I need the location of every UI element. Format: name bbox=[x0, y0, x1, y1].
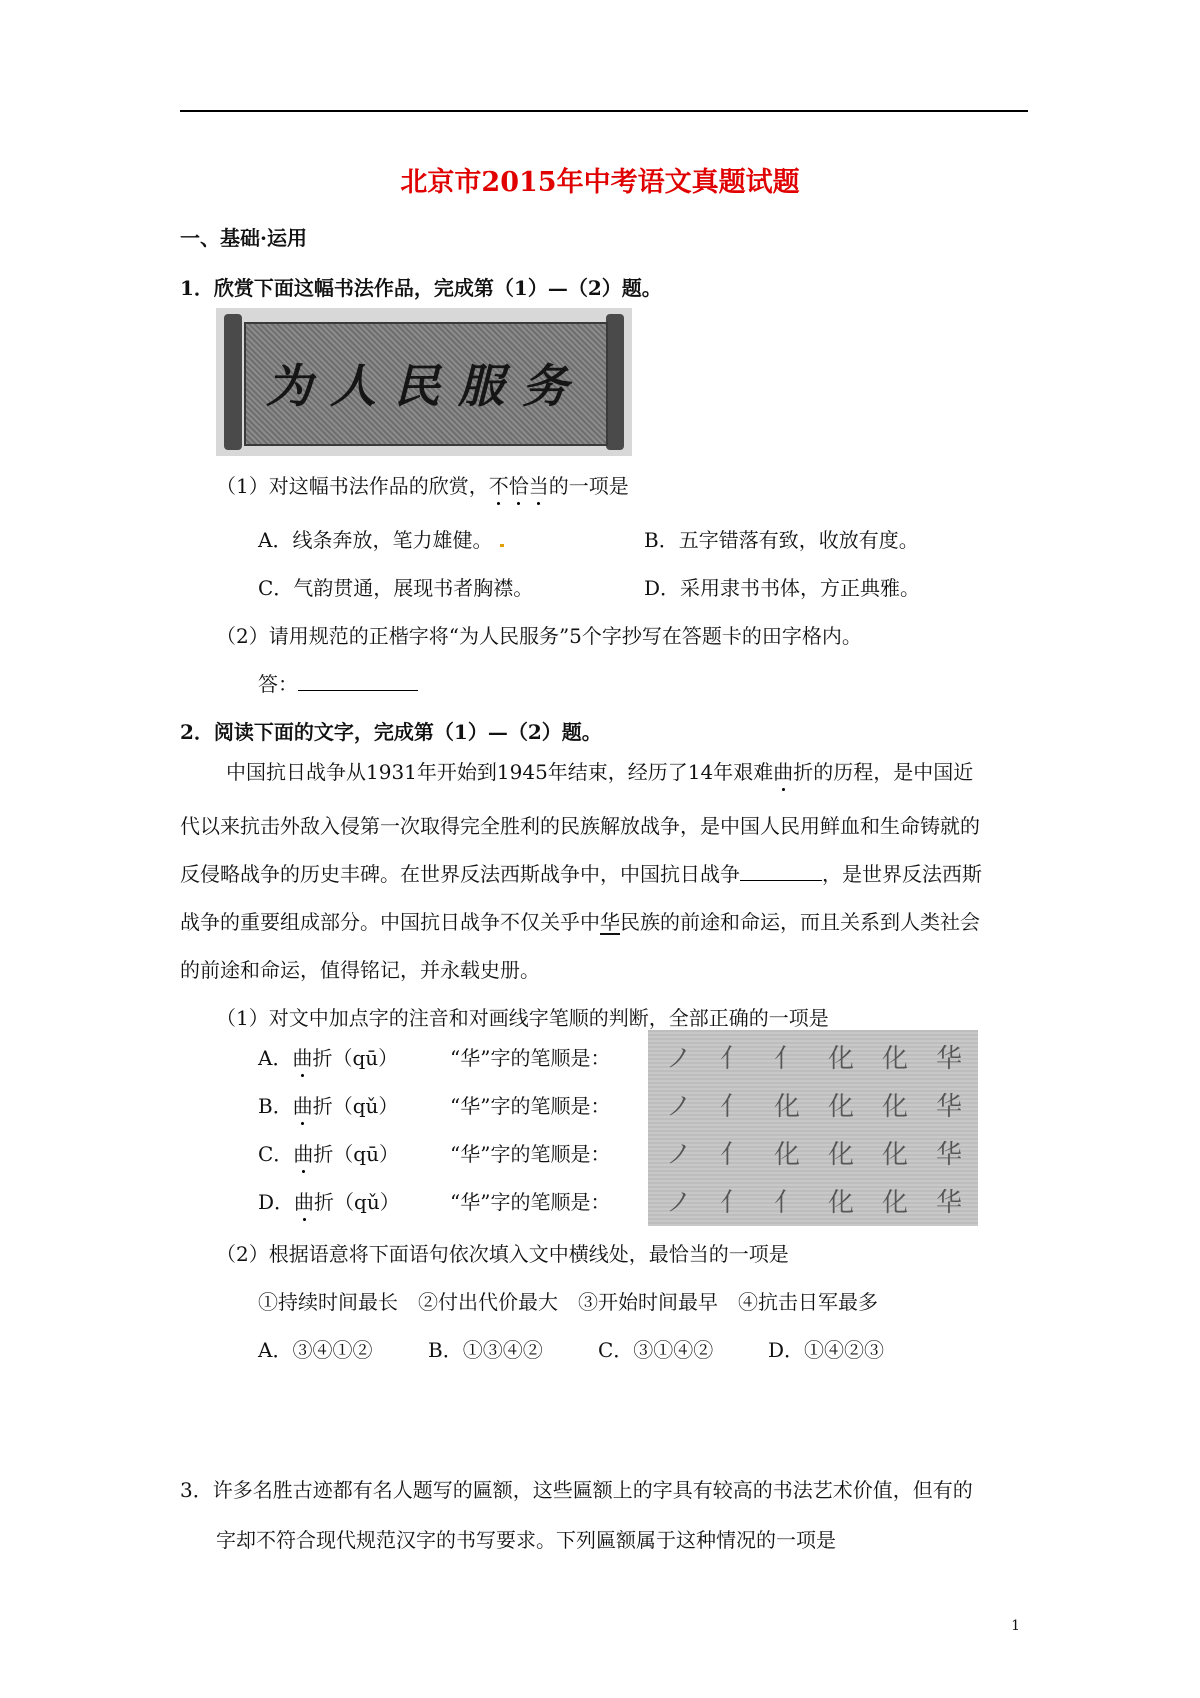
option-a-pinyin bbox=[258, 1042, 398, 1071]
stroke-step: 华 bbox=[935, 1139, 962, 1170]
option-d-pinyin bbox=[258, 1186, 400, 1215]
option-b: B．五字错落有致，收放有度。 bbox=[644, 528, 919, 552]
passage-line-2: 代以来抗击外敌入侵第一次取得完全胜利的民族解放战争，是中国人民用鲜血和生命铸就的 bbox=[180, 814, 980, 838]
highlight-mark bbox=[500, 544, 504, 547]
stroke-step: 化 bbox=[773, 1091, 800, 1122]
dotted-char: 曲 bbox=[773, 760, 794, 784]
stroke-step: 亻 bbox=[773, 1187, 800, 1218]
option-letter: C． bbox=[258, 1142, 294, 1166]
stroke-step: 化 bbox=[881, 1187, 908, 1218]
pinyin-text: 折（qǔ） bbox=[312, 1094, 399, 1118]
passage-line-4 bbox=[180, 906, 980, 935]
header-rule bbox=[180, 110, 1028, 112]
stroke-step: 化 bbox=[773, 1139, 800, 1170]
question-2-sub1: （1）对文中加点字的注音和对画线字笔顺的判断，全部正确的一项是 bbox=[216, 1006, 829, 1030]
pinyin-text: 折（qǔ） bbox=[314, 1190, 400, 1214]
stroke-step: 化 bbox=[827, 1187, 854, 1218]
stroke-label-b: “华”字的笔顺是： bbox=[450, 1094, 611, 1118]
stroke-step: ノ bbox=[665, 1187, 692, 1218]
passage-text: 折的历程，是中国近 bbox=[793, 760, 974, 784]
question-3-line-1: 3．许多名胜古迹都有名人题写的匾额，这些匾额上的字具有较高的书法艺术价值，但有的 bbox=[180, 1478, 973, 1502]
dotted-char: 曲 bbox=[294, 1190, 315, 1214]
answer-line bbox=[258, 668, 418, 697]
passage-text: 中国抗日战争从1931年开始到1945年结束，经历了14年艰难 bbox=[226, 760, 774, 784]
option-d: D．采用隶书书体，方正典雅。 bbox=[644, 576, 921, 600]
stroke-label-d: “华”字的笔顺是： bbox=[450, 1190, 611, 1214]
passage-line-3 bbox=[180, 858, 982, 887]
answer-option-d: D．①④②③ bbox=[768, 1338, 885, 1362]
question-1-stem: 1．欣赏下面这幅书法作品，完成第（1）—（2）题。 bbox=[180, 276, 662, 300]
phrase-list: ①持续时间最长 ②付出代价最大 ③开始时间最早 ④抗击日军最多 bbox=[258, 1290, 878, 1314]
answer-option-a: A．③④①② bbox=[258, 1338, 373, 1362]
question-2-stem: 2．阅读下面的文字，完成第（1）—（2）题。 bbox=[180, 720, 602, 744]
stroke-row-a bbox=[662, 1034, 966, 1078]
pinyin-text: 折（qū） bbox=[313, 1142, 399, 1166]
option-letter: A． bbox=[258, 1046, 293, 1070]
question-1-sub1 bbox=[216, 470, 629, 499]
stroke-step: 化 bbox=[827, 1139, 854, 1170]
stroke-step: 华 bbox=[935, 1091, 962, 1122]
passage-line-1 bbox=[226, 756, 973, 785]
stroke-step: 化 bbox=[881, 1139, 908, 1170]
stroke-step: 亻 bbox=[773, 1043, 800, 1074]
passage-text: 反侵略战争的历史丰碑。在世界反法西斯战争中，中国抗日战争 bbox=[180, 862, 740, 886]
option-letter: D． bbox=[258, 1190, 295, 1214]
stroke-row-b bbox=[662, 1082, 966, 1126]
calligraphy-text: 为人民服务 bbox=[266, 359, 586, 413]
stroke-step: ノ bbox=[665, 1091, 692, 1122]
stroke-step: 亻 bbox=[719, 1043, 746, 1074]
scroll-roll-left bbox=[224, 314, 242, 450]
option-b-pinyin bbox=[258, 1090, 398, 1119]
stroke-step: 亻 bbox=[719, 1187, 746, 1218]
stroke-step: 化 bbox=[827, 1091, 854, 1122]
dotted-char: 曲 bbox=[292, 1046, 313, 1070]
option-letter: B． bbox=[258, 1094, 293, 1118]
passage-text: 战争的重要组成部分。中国抗日战争不仅关乎中 bbox=[180, 910, 600, 934]
sub1-prefix: （1）对这幅书法作品的欣赏， bbox=[216, 474, 489, 498]
option-c-pinyin bbox=[258, 1138, 399, 1167]
stroke-step: 化 bbox=[827, 1043, 854, 1074]
dotted-char: 曲 bbox=[292, 1094, 313, 1118]
answer-label: 答： bbox=[258, 672, 298, 696]
question-1-sub2: （2）请用规范的正楷字将“为人民服务”5个字抄写在答题卡的田字格内。 bbox=[216, 624, 862, 648]
stroke-step: 华 bbox=[935, 1187, 962, 1218]
answer-option-c: C．③①④② bbox=[598, 1338, 714, 1362]
answer-blank bbox=[298, 670, 418, 691]
stroke-step: ノ bbox=[665, 1043, 692, 1074]
dotted-char: 恰 bbox=[508, 474, 529, 498]
stroke-step: 亻 bbox=[719, 1139, 746, 1170]
option-c: C．气韵贯通，展现书者胸襟。 bbox=[258, 576, 534, 600]
answer-option-b: B．①③④② bbox=[428, 1338, 543, 1362]
stroke-step: 华 bbox=[935, 1043, 962, 1074]
stroke-order-image bbox=[648, 1030, 978, 1226]
pinyin-text: 折（qū） bbox=[312, 1046, 399, 1070]
stroke-label-c: “华”字的笔顺是： bbox=[450, 1142, 611, 1166]
section-heading: 一、基础·运用 bbox=[180, 226, 307, 250]
stroke-step: 化 bbox=[881, 1043, 908, 1074]
question-2-sub2: （2）根据语意将下面语句依次填入文中横线处，最恰当的一项是 bbox=[216, 1242, 789, 1266]
option-a-text: A．线条奔放，笔力雄健。 bbox=[258, 528, 493, 552]
stroke-step: 化 bbox=[881, 1091, 908, 1122]
stroke-row-c bbox=[662, 1130, 966, 1174]
underlined-char: 华 bbox=[600, 910, 620, 934]
dotted-char: 曲 bbox=[293, 1142, 314, 1166]
stroke-row-d bbox=[662, 1178, 966, 1222]
dotted-char: 当 bbox=[528, 474, 549, 498]
scroll-roll-right bbox=[606, 314, 624, 450]
passage-text: 民族的前途和命运，而且关系到人类社会 bbox=[620, 910, 980, 934]
question-3-line-2: 字却不符合现代规范汉字的书写要求。下列匾额属于这种情况的一项是 bbox=[216, 1528, 836, 1552]
dotted-char: 不 bbox=[488, 474, 509, 498]
stroke-step: ノ bbox=[665, 1139, 692, 1170]
passage-line-5: 的前途和命运，值得铭记，并永载史册。 bbox=[180, 958, 540, 982]
stroke-label-a: “华”字的笔顺是： bbox=[450, 1046, 611, 1070]
passage-text: ，是世界反法西斯 bbox=[822, 862, 982, 886]
sub1-suffix: 的一项是 bbox=[548, 474, 629, 498]
page-title: 北京市2015年中考语文真题试题 bbox=[400, 167, 800, 198]
stroke-step: 亻 bbox=[719, 1091, 746, 1122]
calligraphy-image bbox=[216, 308, 632, 456]
fill-blank bbox=[740, 860, 822, 881]
calligraphy-board bbox=[244, 322, 608, 446]
option-a bbox=[258, 524, 504, 553]
page-number: 1 bbox=[1011, 1618, 1020, 1634]
